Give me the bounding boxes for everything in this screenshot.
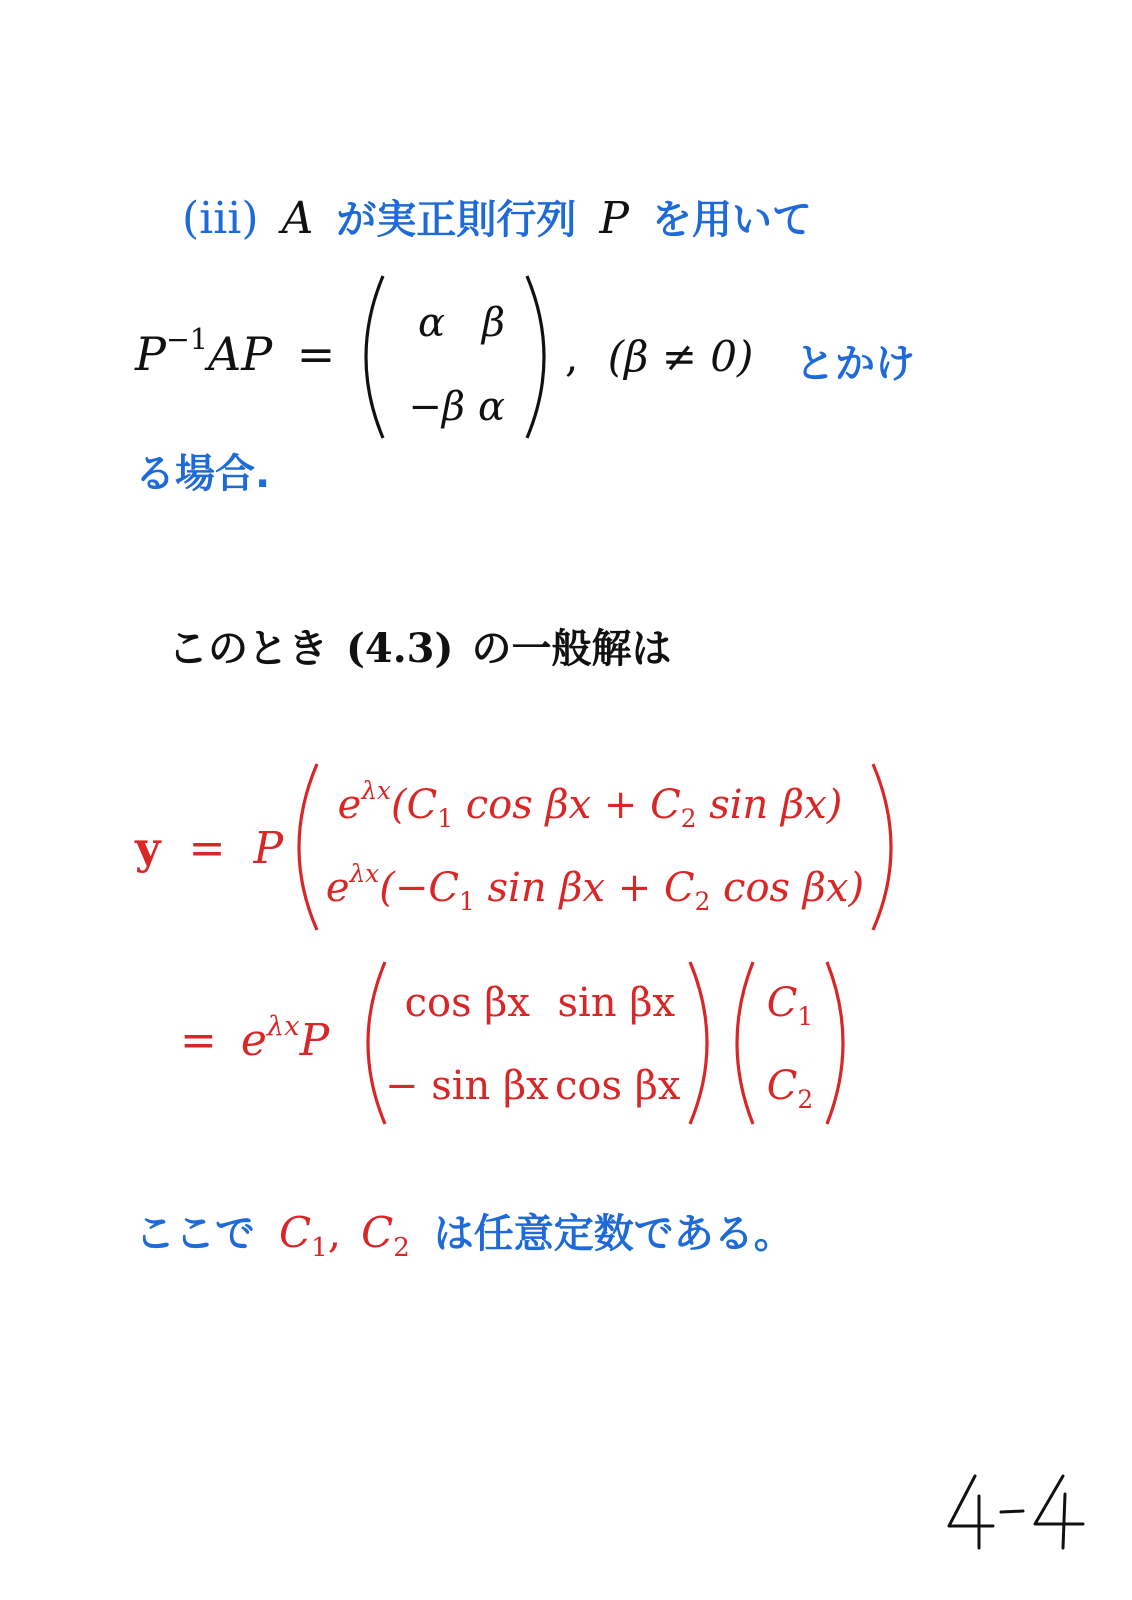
solution-p: P	[253, 823, 284, 874]
equation-reference: (4.3)	[346, 625, 454, 672]
constant-c2: $C_2$	[766, 1063, 814, 1114]
footer-comma: ,	[327, 1208, 342, 1257]
matrix-cell-22: α	[477, 384, 505, 430]
footer-text-1: ここで	[135, 1211, 255, 1257]
handwritten-page-number	[935, 1470, 1095, 1550]
lhs-inverse-exponent: −1	[165, 322, 208, 356]
rot-cell-11: cos βx	[404, 980, 530, 1026]
intro-text-1: このとき	[168, 626, 328, 672]
solution-row-2: $e^{\lambda x}(-C_1$ $\sin \beta x + C_2$ cos βx)	[325, 859, 865, 916]
footer-c1: $C_1$	[279, 1208, 328, 1264]
footer-text-2: は任意定数である。	[433, 1211, 794, 1257]
matrix-p-symbol: P	[599, 193, 629, 244]
similarity-text-cont: る場合.	[135, 451, 271, 497]
line2-equals: =	[180, 1015, 217, 1066]
page-number-text	[935, 1470, 936, 1471]
constants-vector	[725, 958, 855, 1128]
rot-cell-12: sin βx	[557, 980, 675, 1026]
matrix-cell-12: β	[481, 300, 505, 346]
heading-text-2: を用いて	[651, 197, 812, 243]
page-number	[935, 1470, 1095, 1550]
footer-c2: $C_2$	[361, 1208, 410, 1264]
matrix-cell-21: −β	[408, 384, 465, 430]
solution-line-2-lhs	[180, 1010, 330, 1066]
line2-p: P	[299, 1015, 330, 1066]
rotation-function-matrix	[355, 958, 720, 1128]
lhs-equals: =	[296, 327, 336, 381]
rotation-matrix	[355, 272, 555, 442]
matrix-a-symbol: A	[281, 193, 314, 244]
similarity-text: とかけ	[795, 341, 915, 387]
arbitrary-constants-note	[135, 1202, 794, 1264]
matrix-cell-11: α	[417, 300, 445, 346]
solution-column-vector	[285, 760, 905, 935]
intro-text-2: の一般解は	[471, 626, 672, 672]
lhs-ap: AP	[208, 327, 273, 381]
general-solution-intro	[168, 617, 671, 674]
similarity-lhs	[135, 322, 336, 381]
rot-cell-22: cos βx	[555, 1063, 681, 1109]
lhs-p: P	[135, 327, 166, 381]
beta-nonzero-condition: (β ≠ 0)	[607, 332, 754, 381]
rot-cell-21: − sin βx	[385, 1063, 549, 1109]
condition-comma: ,	[565, 332, 579, 381]
line2-exp-base: e	[240, 1015, 267, 1066]
constant-c1: $C_1$	[766, 980, 814, 1031]
solution-lhs	[135, 823, 283, 874]
solution-equals: =	[188, 823, 226, 874]
case-heading	[182, 188, 812, 245]
line2-exp-power: λx	[266, 1010, 300, 1042]
solution-row-1: $e^{\lambda x}(C_1$ $\cos \beta x + C_2$ sin βx)	[337, 776, 843, 833]
similarity-condition	[565, 332, 753, 381]
solution-y-vector: y	[135, 823, 161, 874]
case-label: (iii)	[182, 193, 259, 244]
heading-text-1: が実正則行列	[336, 197, 577, 243]
